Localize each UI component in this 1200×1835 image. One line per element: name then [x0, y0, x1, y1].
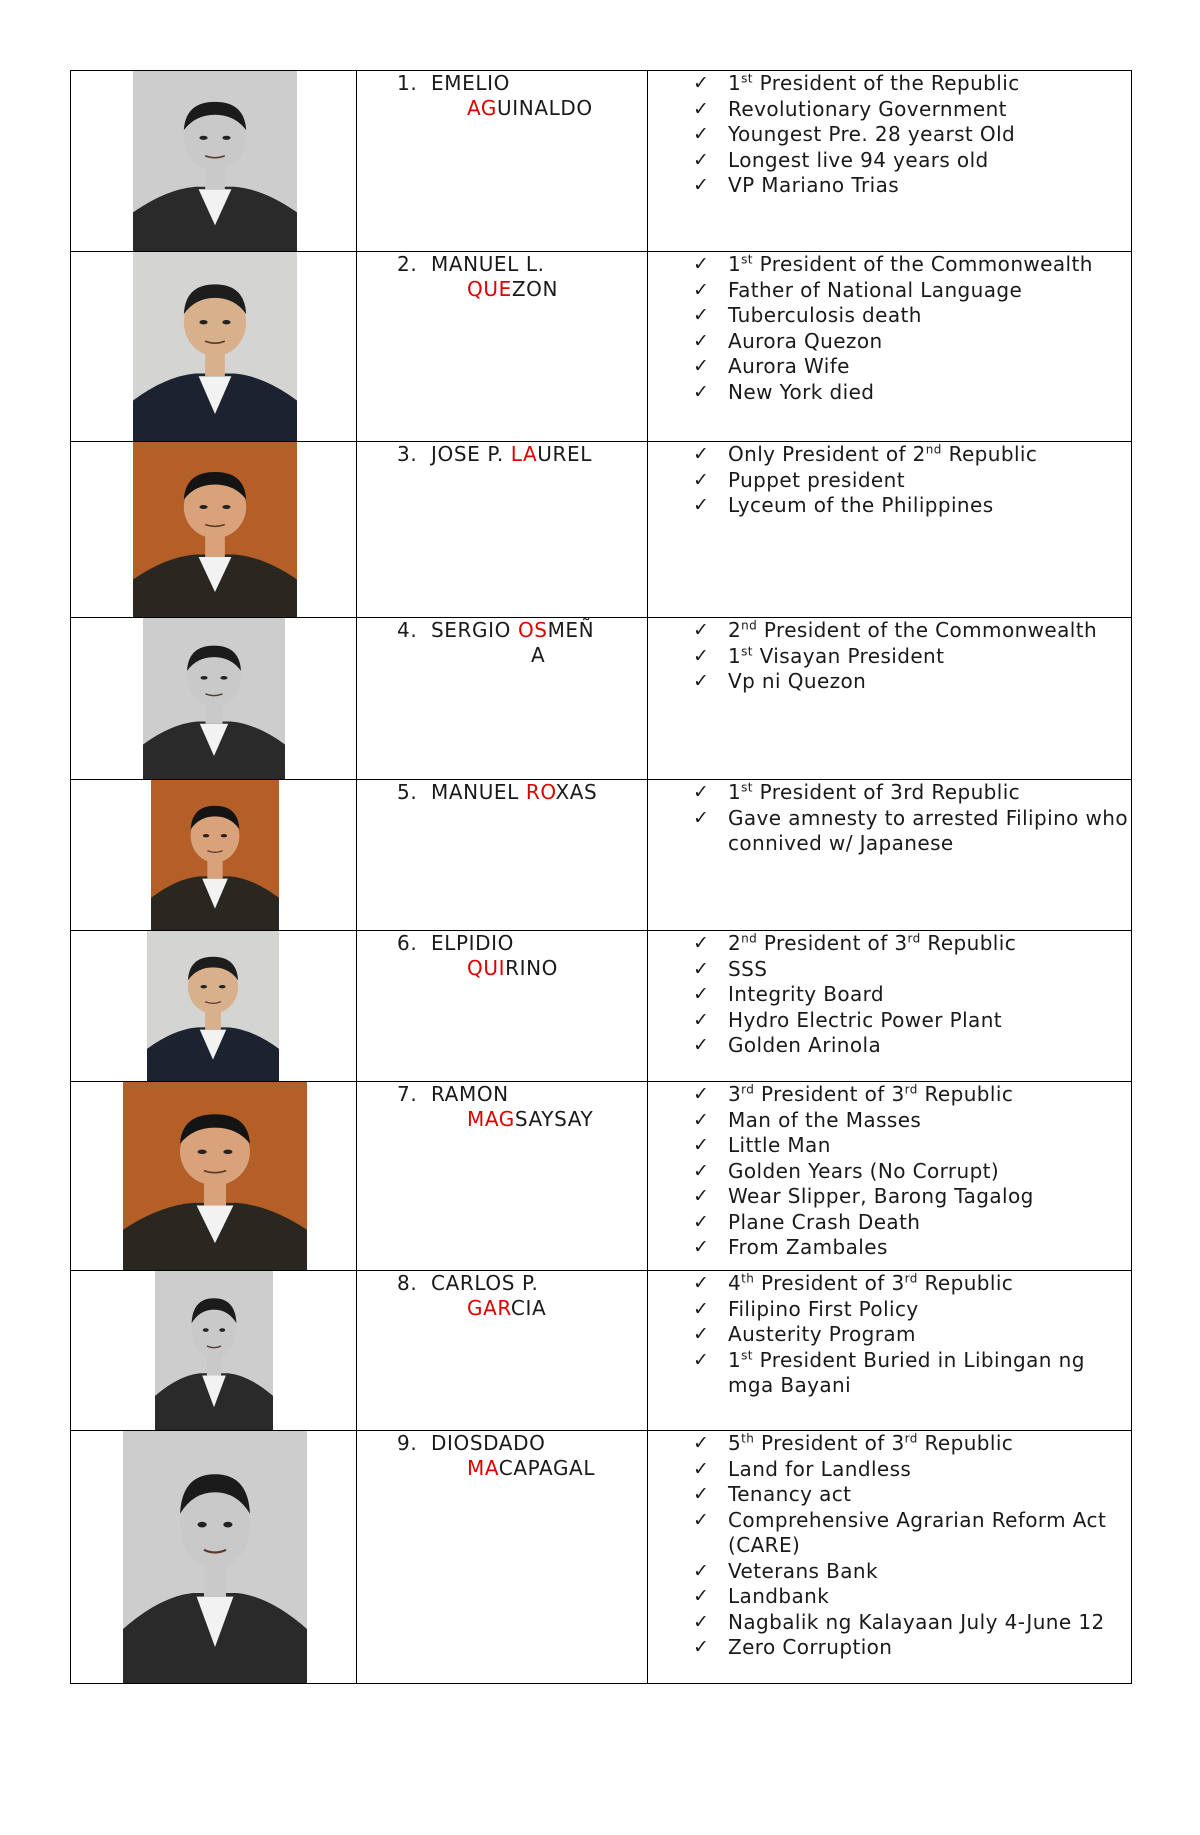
fact-item: [648, 1008, 1131, 1034]
fact-item: [648, 303, 1131, 329]
fact-item: [648, 669, 1131, 695]
fact-item: [648, 1559, 1131, 1585]
text-segment: Youngest Pre. 28 yearst Old: [728, 122, 1016, 146]
text-segment: Republic: [917, 1431, 1014, 1455]
facts-cell: [648, 252, 1132, 442]
presidents-table: [70, 70, 1132, 1684]
facts-list: [648, 252, 1131, 405]
text-segment: Plane Crash Death: [728, 1209, 921, 1234]
fact-item: [648, 618, 1131, 644]
text-segment: EMELIO: [431, 71, 510, 95]
fact-item: [648, 71, 1131, 97]
ordinal-suffix: rd: [904, 1271, 918, 1286]
text-segment: Aurora Wife: [728, 354, 850, 378]
text-segment: UREL: [537, 442, 592, 466]
text-segment: SERGIO: [431, 618, 518, 642]
text-segment: JOSE P.: [431, 442, 511, 466]
checkmark-icon: ✓: [693, 806, 710, 829]
fact-item: [648, 644, 1131, 670]
president-row: [71, 618, 1132, 780]
president-portrait: [123, 1082, 307, 1270]
text-segment: Nagbalik ng Kalayaan July 4-June 12: [728, 1609, 1105, 1634]
ordinal-suffix: nd: [741, 618, 758, 633]
president-row: [71, 71, 1132, 252]
facts-list: [648, 1271, 1131, 1399]
text-segment: VP Mariano Trias: [728, 173, 900, 197]
text-segment: CIA: [510, 1296, 547, 1320]
fact-item: [648, 122, 1131, 148]
text-segment: A: [531, 643, 546, 667]
checkmark-icon: ✓: [693, 670, 710, 692]
ordinal-suffix: nd: [741, 931, 758, 946]
fact-item: [648, 1610, 1131, 1636]
text-segment: 1: [728, 780, 742, 804]
fact-item: [648, 278, 1131, 304]
checkmark-icon: ✓: [693, 468, 710, 491]
fact-item: [648, 1297, 1131, 1323]
checkmark-icon: ✓: [693, 97, 710, 120]
fact-item: [648, 493, 1131, 519]
fact-item: [648, 252, 1131, 278]
text-segment: 1: [728, 1347, 742, 1372]
text-segment: Republic: [917, 1271, 1014, 1295]
photo-cell: [71, 618, 357, 780]
text-segment: From Zambales: [728, 1235, 888, 1259]
list-number: 3.: [397, 442, 418, 466]
ordinal-suffix: st: [741, 643, 753, 658]
checkmark-icon: ✓: [693, 1185, 710, 1207]
checkmark-icon: ✓: [693, 983, 710, 1005]
text-segment: President of 3rd Republic: [752, 780, 1021, 804]
checkmark-icon: ✓: [693, 1297, 710, 1320]
fact-item: [648, 1235, 1131, 1261]
president-portrait: [143, 618, 285, 779]
text-segment: Integrity Board: [728, 982, 885, 1006]
text-segment: Man of the Masses: [728, 1107, 922, 1132]
ordinal-suffix: th: [741, 1271, 755, 1286]
text-segment: 1: [728, 252, 742, 276]
photo-cell: [71, 1431, 357, 1684]
ordinal-suffix: rd: [904, 1431, 918, 1446]
ordinal-suffix: st: [741, 1347, 753, 1362]
text-segment: President of the Commonwealth: [752, 252, 1093, 276]
photo-cell: [71, 442, 357, 618]
ordinal-suffix: st: [741, 780, 753, 795]
checkmark-icon: ✓: [693, 174, 710, 196]
list-number: 8.: [397, 1271, 418, 1295]
fact-item: [648, 957, 1131, 983]
text-segment: New York died: [728, 379, 875, 404]
president-portrait: [151, 780, 279, 930]
checkmark-icon: ✓: [693, 329, 710, 352]
fact-item: [648, 1431, 1131, 1457]
facts-list: [648, 442, 1131, 519]
text-segment: SSS: [728, 956, 768, 981]
fact-item: [648, 1210, 1131, 1236]
checkmark-icon: ✓: [693, 304, 710, 326]
fact-item: [648, 780, 1131, 806]
text-segment: Aurora Quezon: [728, 328, 883, 353]
fact-item: [648, 329, 1131, 355]
text-segment: CAPAGAL: [498, 1456, 596, 1480]
fact-item: [648, 1584, 1131, 1610]
president-row: [71, 252, 1132, 442]
text-segment: Lyceum of the Philippines: [728, 493, 994, 517]
fact-item: [648, 1108, 1131, 1134]
text-segment: 2: [728, 618, 742, 642]
name-highlight: QUE: [467, 277, 512, 301]
list-number: 5.: [397, 780, 418, 804]
checkmark-icon: ✓: [693, 1585, 710, 1607]
president-name: [357, 1271, 647, 1296]
president-row: [71, 1271, 1132, 1431]
fact-item: [648, 1322, 1131, 1348]
ordinal-suffix: nd: [925, 442, 942, 457]
text-segment: Tenancy act: [728, 1482, 852, 1506]
text-segment: Golden Years (No Corrupt): [728, 1158, 1000, 1183]
facts-cell: [648, 442, 1132, 618]
checkmark-icon: ✓: [693, 1432, 710, 1454]
text-segment: 3: [728, 1082, 742, 1106]
text-segment: Austerity Program: [728, 1322, 916, 1346]
text-segment: MANUEL L.: [431, 252, 545, 276]
text-segment: President of 3: [754, 1271, 905, 1295]
facts-list: [648, 71, 1131, 199]
fact-item: [648, 380, 1131, 406]
name-highlight: GAR: [467, 1296, 511, 1320]
president-portrait: [133, 252, 297, 441]
president-name: [357, 252, 647, 277]
facts-cell: [648, 618, 1132, 780]
checkmark-icon: ✓: [693, 932, 710, 954]
checkmark-icon: ✓: [693, 1210, 710, 1233]
fact-item: [648, 1033, 1131, 1059]
fact-item: [648, 1159, 1131, 1185]
checkmark-icon: ✓: [693, 148, 710, 171]
text-segment: Only President of 2: [728, 442, 926, 466]
name-cell: [357, 442, 648, 618]
checkmark-icon: ✓: [693, 278, 710, 301]
checkmark-icon: ✓: [693, 781, 710, 803]
name-highlight: LA: [510, 442, 538, 466]
checkmark-icon: ✓: [693, 253, 710, 275]
checkmark-icon: ✓: [693, 1083, 710, 1105]
fact-item: [648, 931, 1131, 957]
facts-cell: [648, 1271, 1132, 1431]
name-highlight: RO: [525, 780, 556, 804]
ordinal-suffix: st: [741, 71, 753, 86]
facts-list: [648, 1431, 1131, 1661]
fact-item: [648, 1635, 1131, 1661]
fact-item: [648, 1457, 1131, 1483]
text-segment: MANUEL: [431, 780, 526, 804]
checkmark-icon: ✓: [693, 380, 710, 403]
fact-item: [648, 442, 1131, 468]
fact-item: [648, 1184, 1131, 1210]
text-segment: President of the Republic: [752, 71, 1020, 95]
president-row: [71, 1082, 1132, 1271]
president-row: [71, 931, 1132, 1082]
facts-cell: [648, 1082, 1132, 1271]
text-segment: 1: [728, 71, 742, 95]
checkmark-icon: ✓: [693, 1008, 710, 1031]
text-segment: President of the Commonwealth: [757, 618, 1098, 642]
facts-list: [648, 780, 1131, 857]
text-segment: 4: [728, 1271, 742, 1295]
list-number: 4.: [397, 618, 418, 642]
checkmark-icon: ✓: [693, 1134, 710, 1156]
name-cell: [357, 252, 648, 442]
checkmark-icon: ✓: [693, 494, 710, 516]
text-segment: Landbank: [728, 1584, 830, 1608]
president-name-continued: [357, 1456, 647, 1481]
name-cell: [357, 1271, 648, 1431]
checkmark-icon: ✓: [693, 1559, 710, 1582]
checkmark-icon: ✓: [693, 957, 710, 980]
fact-item: [648, 806, 1131, 857]
president-name-continued: [357, 1107, 647, 1132]
checkmark-icon: ✓: [693, 1636, 710, 1658]
name-cell: [357, 1431, 648, 1684]
checkmark-icon: ✓: [693, 1236, 710, 1258]
fact-item: [648, 1482, 1131, 1508]
fact-item: [648, 1082, 1131, 1108]
text-segment: 1: [728, 643, 742, 668]
text-segment: President Buried in Libingan ng mga Bayani: [728, 1347, 1085, 1397]
president-name: [357, 780, 647, 805]
president-name-continued: [357, 1296, 647, 1321]
ordinal-suffix: st: [741, 252, 753, 267]
president-name-continued: [357, 96, 647, 121]
text-segment: Golden Arinola: [728, 1033, 882, 1057]
fact-item: [648, 1271, 1131, 1297]
name-cell: [357, 618, 648, 780]
text-segment: President of 3: [754, 1082, 905, 1106]
facts-cell: [648, 780, 1132, 931]
checkmark-icon: ✓: [693, 123, 710, 145]
checkmark-icon: ✓: [693, 355, 710, 377]
photo-cell: [71, 71, 357, 252]
name-cell: [357, 780, 648, 931]
list-number: 7.: [397, 1082, 418, 1106]
fact-item: [648, 148, 1131, 174]
text-segment: ELPIDIO: [431, 931, 514, 955]
president-portrait: [123, 1431, 307, 1683]
facts-list: [648, 618, 1131, 695]
text-segment: Visayan President: [752, 643, 945, 668]
text-segment: Republic: [920, 931, 1017, 955]
checkmark-icon: ✓: [693, 1159, 710, 1182]
text-segment: President of 3: [757, 931, 908, 955]
president-portrait: [133, 442, 297, 617]
president-name: [357, 71, 647, 96]
text-segment: Little Man: [728, 1133, 831, 1157]
name-cell: [357, 71, 648, 252]
president-portrait: [133, 71, 297, 251]
text-segment: Puppet president: [728, 467, 905, 492]
president-portrait: [147, 931, 279, 1081]
checkmark-icon: ✓: [693, 72, 710, 94]
text-segment: Ñ: [578, 618, 595, 642]
fact-item: [648, 173, 1131, 199]
list-number: 9.: [397, 1431, 418, 1455]
text-segment: Gave amnesty to arrested Filipino who connived w/ Japanese: [728, 805, 1129, 855]
text-segment: Longest live 94 years old: [728, 147, 989, 172]
president-name: [357, 442, 647, 467]
ordinal-suffix: rd: [907, 931, 921, 946]
text-segment: UINALDO: [497, 96, 593, 120]
facts-cell: [648, 71, 1132, 252]
president-name: [357, 1082, 647, 1107]
text-segment: Comprehensive Agrarian Reform Act (CARE): [728, 1507, 1107, 1557]
list-number: 6.: [397, 931, 418, 955]
text-segment: Republic: [941, 442, 1038, 466]
checkmark-icon: ✓: [693, 644, 710, 667]
checkmark-icon: ✓: [693, 1272, 710, 1294]
photo-cell: [71, 1271, 357, 1431]
facts-cell: [648, 931, 1132, 1082]
photo-cell: [71, 1082, 357, 1271]
name-cell: [357, 1082, 648, 1271]
president-portrait: [155, 1271, 273, 1430]
checkmark-icon: ✓: [693, 443, 710, 465]
fact-item: [648, 1348, 1131, 1399]
text-segment: ZON: [511, 277, 559, 301]
fact-item: [648, 97, 1131, 123]
name-highlight: QUI: [467, 956, 506, 980]
ordinal-suffix: rd: [741, 1082, 755, 1097]
text-segment: Tuberculosis death: [728, 303, 922, 327]
fact-item: [648, 1508, 1131, 1559]
text-segment: DIOSDADO: [431, 1431, 546, 1455]
president-name: [357, 931, 647, 956]
text-segment: President of 3: [754, 1431, 905, 1455]
text-segment: Republic: [917, 1082, 1014, 1106]
text-segment: Filipino First Policy: [728, 1296, 919, 1321]
text-segment: ME: [547, 618, 579, 642]
list-number: 1.: [397, 71, 418, 95]
president-row: [71, 1431, 1132, 1684]
text-segment: Zero Corruption: [728, 1635, 893, 1659]
ordinal-suffix: rd: [904, 1082, 918, 1097]
facts-list: [648, 1082, 1131, 1261]
checkmark-icon: ✓: [693, 1108, 710, 1131]
text-segment: Father of National Language: [728, 277, 1023, 302]
text-segment: Hydro Electric Power Plant: [728, 1007, 1003, 1032]
name-highlight: OS: [517, 618, 548, 642]
president-name: [357, 618, 647, 643]
president-row: [71, 780, 1132, 931]
checkmark-icon: ✓: [693, 1457, 710, 1480]
text-segment: 2: [728, 931, 742, 955]
fact-item: [648, 982, 1131, 1008]
text-segment: Revolutionary Government: [728, 96, 1007, 121]
ordinal-suffix: th: [741, 1431, 755, 1446]
checkmark-icon: ✓: [693, 619, 710, 641]
name-highlight: MAG: [467, 1107, 515, 1131]
list-number: 2.: [397, 252, 418, 276]
text-segment: Veterans Bank: [728, 1558, 878, 1583]
text-segment: CARLOS P.: [431, 1271, 539, 1295]
text-segment: RINO: [505, 956, 558, 980]
checkmark-icon: ✓: [693, 1610, 710, 1633]
text-segment: Land for Landless: [728, 1456, 912, 1481]
text-segment: Wear Slipper, Barong Tagalog: [728, 1184, 1034, 1208]
text-segment: 5: [728, 1431, 742, 1455]
text-segment: RAMON: [431, 1082, 509, 1106]
text-segment: Vp ni Quezon: [728, 669, 867, 693]
checkmark-icon: ✓: [693, 1508, 710, 1531]
fact-item: [648, 354, 1131, 380]
checkmark-icon: ✓: [693, 1034, 710, 1056]
checkmark-icon: ✓: [693, 1483, 710, 1505]
fact-item: [648, 1133, 1131, 1159]
text-segment: XAS: [555, 780, 598, 804]
photo-cell: [71, 931, 357, 1082]
president-row: [71, 442, 1132, 618]
checkmark-icon: ✓: [693, 1348, 710, 1371]
name-cell: [357, 931, 648, 1082]
text-segment: SAYSAY: [514, 1107, 594, 1131]
checkmark-icon: ✓: [693, 1323, 710, 1345]
president-name: [357, 1431, 647, 1456]
president-name-continued: [357, 277, 647, 302]
name-highlight: AG: [467, 96, 498, 120]
facts-cell: [648, 1431, 1132, 1684]
facts-list: [648, 931, 1131, 1059]
photo-cell: [71, 252, 357, 442]
fact-item: [648, 468, 1131, 494]
president-name-continued: [357, 956, 647, 981]
president-name-continued: [357, 643, 647, 668]
name-highlight: MA: [467, 1456, 499, 1480]
photo-cell: [71, 780, 357, 931]
